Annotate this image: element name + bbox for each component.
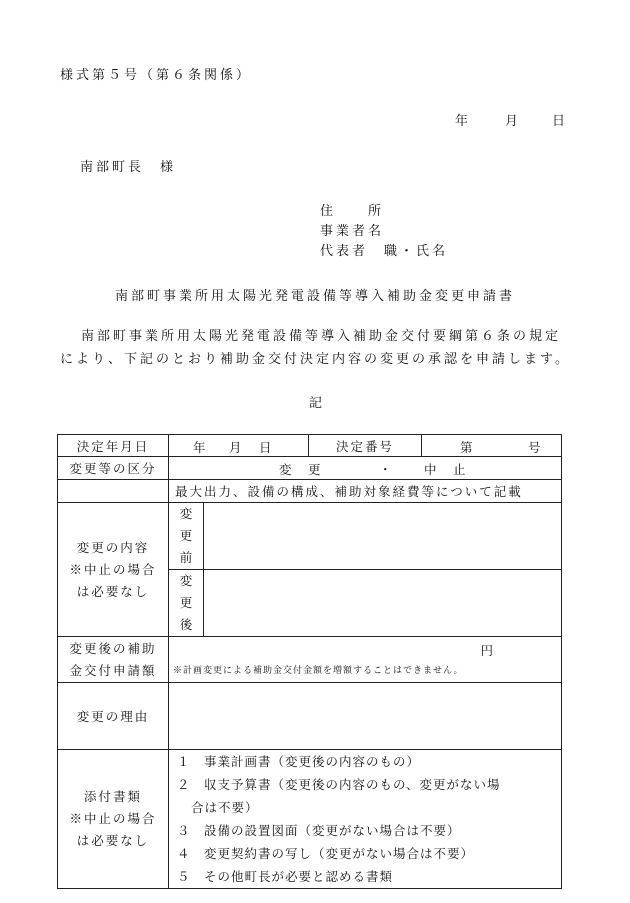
decision-date-month: 月 xyxy=(229,439,242,455)
before-char-2: 更 xyxy=(179,528,193,543)
body-line-2: により、下記のとおり補助金交付決定内容の変更の承認を申請します。 xyxy=(60,352,571,367)
date-month-label: 月 xyxy=(505,114,519,129)
attachment-item-3: ３ 設備の設置図面（変更がない場合は不要） xyxy=(177,823,461,838)
attachments-list xyxy=(169,750,562,889)
amount-note: ※計画変更による補助金交付金額を増額することはできません。 xyxy=(173,665,464,676)
after-char-2: 更 xyxy=(179,595,193,610)
change-content-label xyxy=(58,503,169,637)
amount-label-2: 金交付申請額 xyxy=(69,662,157,678)
business-name-label: 事業者名 xyxy=(320,224,385,239)
ki-heading: 記 xyxy=(309,396,323,411)
attachment-item-2: ２ 収支予算書（変更後の内容のもの、変更がない場 xyxy=(177,777,501,792)
attachment-item-5: ５ その他町長が必要と認める書類 xyxy=(177,869,394,884)
addressee: 南部町長 様 xyxy=(80,160,177,175)
attachments-label-3: は必要なし xyxy=(76,833,150,848)
decision-number-prefix: 第 xyxy=(460,439,473,455)
attachment-item-1: １ 事業計画書（変更後の内容のもの） xyxy=(177,754,421,769)
amount-label-1: 変更後の補助 xyxy=(69,640,157,656)
category-cell[interactable] xyxy=(169,457,562,480)
reason-label: 変更の理由 xyxy=(58,683,169,750)
address-label: 住 所 xyxy=(320,204,385,219)
attachments-label xyxy=(58,750,169,889)
amount-cell[interactable] xyxy=(169,637,562,683)
after-change-label xyxy=(169,570,204,637)
guidance-text: 最大出力、設備の構成、補助対象経費等について記載 xyxy=(169,480,562,503)
body-line-1: 南部町事業所用太陽光発電設備等導入補助金交付要綱第６条の規定 xyxy=(81,329,562,344)
category-label: 変更等の区分 xyxy=(58,457,169,480)
decision-date-year: 年 xyxy=(193,439,206,455)
attachment-item-4: ４ 変更契約書の写し（変更がない場合は不要） xyxy=(177,846,475,861)
before-change-input[interactable] xyxy=(204,503,562,570)
date-day-label: 日 xyxy=(552,114,566,129)
decision-date-cell[interactable] xyxy=(169,435,309,457)
decision-number-suffix: 号 xyxy=(528,439,541,455)
attachments-label-2: ※中止の場合 xyxy=(69,811,157,826)
amount-unit: 円 xyxy=(480,642,493,658)
document-title: 南部町事業所用太陽光発電設備等導入補助金変更申請書 xyxy=(115,289,516,304)
decision-date-label: 決定年月日 xyxy=(58,435,169,457)
application-table xyxy=(57,434,562,889)
reason-input[interactable] xyxy=(169,683,562,750)
after-change-input[interactable] xyxy=(204,570,562,637)
before-change-label xyxy=(169,503,204,570)
guidance-blank xyxy=(58,480,169,503)
attachment-item-2-cont: 合は不要） xyxy=(191,800,259,815)
category-change: 変 更 xyxy=(279,462,323,477)
decision-date-day: 日 xyxy=(259,439,272,455)
decision-number-cell[interactable] xyxy=(422,435,562,457)
change-content-label-2: ※中止の場合 xyxy=(69,561,157,577)
after-char-3: 後 xyxy=(179,617,193,632)
change-content-label-1: 変更の内容 xyxy=(76,539,150,555)
representative-label: 代表者 職・氏名 xyxy=(320,244,449,259)
date-year-label: 年 xyxy=(455,114,469,129)
attachments-label-1: 添付書類 xyxy=(83,789,142,804)
amount-label xyxy=(58,637,169,683)
decision-number-label: 決定番号 xyxy=(309,435,422,457)
category-separator: ・ xyxy=(379,462,392,477)
form-number: 様式第５号（第６条関係） xyxy=(60,68,253,83)
after-char-1: 変 xyxy=(179,573,193,588)
before-char-3: 前 xyxy=(179,550,193,565)
category-stop: 中 止 xyxy=(424,462,468,477)
before-char-1: 変 xyxy=(179,506,193,521)
change-content-label-3: は必要なし xyxy=(76,583,150,599)
